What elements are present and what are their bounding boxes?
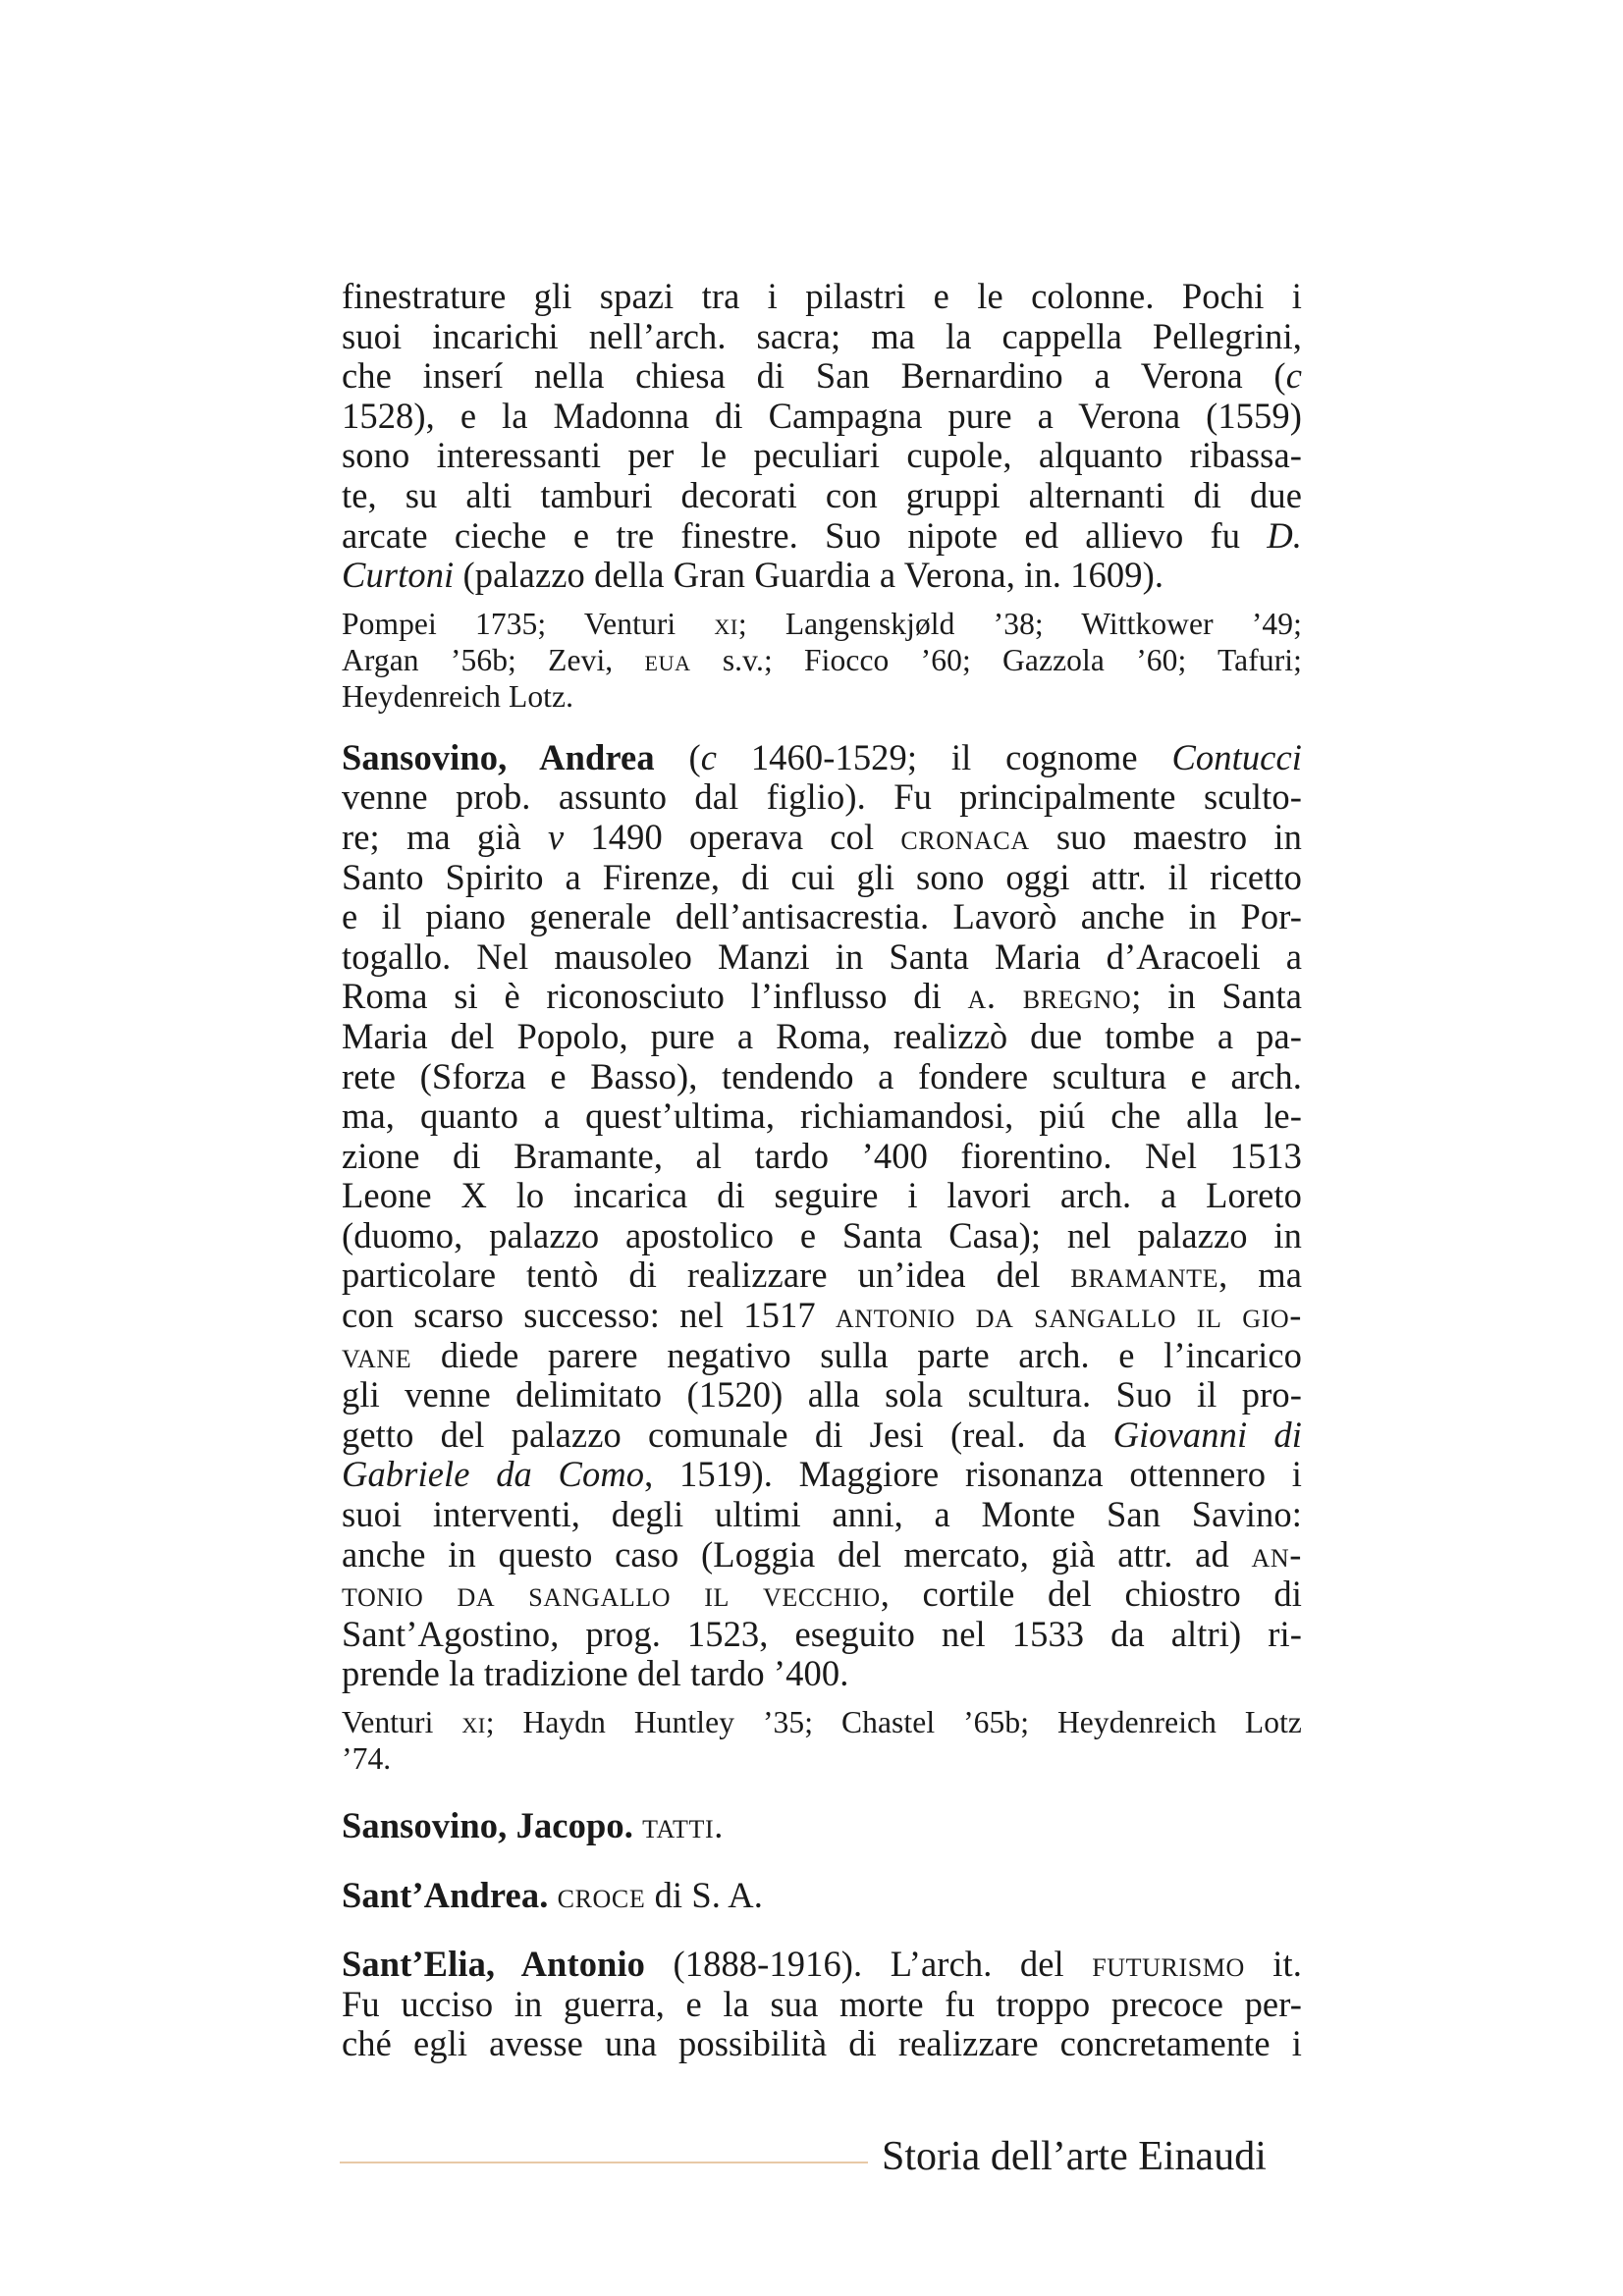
cross-reference: cronaca (900, 816, 1030, 857)
text-line: Sant’Andrea. croce di S. A. (342, 1874, 763, 1915)
entry-heading: Sant’Andrea. (342, 1874, 549, 1915)
bibliography (342, 1704, 1302, 1777)
text-line: particolare tentò di realizzare un’idea del bramante, ma (342, 1255, 1303, 1296)
text-line: finestrature gli spazi tra i pilastri e le colonne. Pochi i (342, 276, 1302, 316)
text-line: re; ma già v 1490 operava col cronaca suo maestro in (342, 816, 1302, 857)
entry-heading: Sansovino, Jacopo. (342, 1805, 633, 1845)
cross-reference: bramante (1070, 1255, 1219, 1296)
entry-heading: Sant’Elia, Antonio (342, 1944, 646, 1985)
text-line: Fu ucciso in guerra, e la sua morte fu troppo precoce per- (342, 1983, 1302, 2024)
text-line: Santo Spirito a Firenze, di cui gli sono oggi attr. il ricetto (342, 856, 1302, 897)
text-line: venne prob. assunto dal figlio). Fu principalmente sculto- (342, 776, 1302, 818)
text-line: te, su alti tamburi decorati con gruppi alternanti di due (342, 474, 1302, 515)
entry-sansovino-andrea (342, 738, 1302, 1694)
entry-heading: Sansovino, Andrea (342, 736, 655, 777)
text-line: Maria del Popolo, pure a Roma, realizzò due tombe a pa- (342, 1015, 1302, 1056)
text-line: togallo. Nel mausoleo Manzi in Santa Maria d’Aracoeli a (342, 935, 1302, 977)
entry-continuation (342, 277, 1302, 596)
page-body (342, 277, 1302, 2064)
cross-reference: futurismo (1092, 1944, 1245, 1985)
text-line: Sant’Agostino, prog. 1523, eseguito nel 1533 da altri) ri- (342, 1613, 1302, 1654)
text-line: Roma si è riconosciuto l’influsso di a. bregno; in Santa (342, 976, 1303, 1017)
cross-reference: a. bregno (967, 976, 1132, 1017)
text-line: ché egli avesse una possibilità di realizzare concretamente i (342, 2023, 1302, 2064)
cross-reference: an- (1251, 1533, 1302, 1575)
text-line: getto del palazzo comunale di Jesi (real. da Giovanni di (342, 1414, 1302, 1455)
cross-reference: tonio da sangallo il vecchio (342, 1574, 881, 1615)
text-line: anche in questo caso (Loggia del mercato, già attr. ad an- (342, 1533, 1302, 1575)
text-line: vane diede parere negativo sulla parte arch. e l’incarico (342, 1334, 1302, 1375)
text-line: Sant’Elia, Antonio (1888-1916). L’arch. del futurismo it. (342, 1944, 1303, 1985)
text-line: con scarso successo: nel 1517 antonio da sangallo il gio- (342, 1295, 1302, 1336)
text-line: Curtoni (palazzo della Gran Guardia a Verona, in. 1609). (342, 555, 1164, 596)
bibliography-line: Venturi xi; Haydn Huntley ’35; Chastel ’65b; Heydenreich Lotz (342, 1705, 1302, 1739)
text-line: suoi incarichi nell’arch. sacra; ma la cappella Pellegrini, (342, 315, 1302, 356)
entry-sansovino-jacopo (342, 1806, 1302, 1846)
text-line: ma, quanto a quest’ultima, richiamandosi, piú che alla le- (342, 1095, 1302, 1137)
text-line: sono interessanti per le peculiari cupole, alquanto ribassa- (342, 435, 1302, 476)
bibliography (342, 606, 1302, 715)
text-line: Leone X lo incarica di seguire i lavori arch. a Loreto (342, 1175, 1302, 1216)
text-line: (duomo, palazzo apostolico e Santa Casa); nel palazzo in (342, 1214, 1302, 1255)
entry-santandrea (342, 1876, 1302, 1916)
text-line (342, 1806, 1302, 1846)
text-line: Gabriele da Como, 1519). Maggiore risonanza ottennero i (342, 1454, 1302, 1495)
text-line: arcate cieche e tre finestre. Suo nipote ed allievo fu D. (342, 514, 1302, 556)
text-line: tonio da sangallo il vecchio, cortile del chiostro di (342, 1574, 1302, 1615)
text-line: suoi interventi, degli ultimi anni, a Monte San Savino: (342, 1494, 1302, 1535)
cross-reference: tatti. (642, 1805, 724, 1845)
text-line: zione di Bramante, al tardo ’400 fiorentino. Nel 1513 (342, 1135, 1302, 1176)
text-line: e il piano generale dell’antisacrestia. Lavorò anche in Por- (342, 896, 1302, 937)
text-line: rete (Sforza e Basso), tendendo a fondere scultura e arch. (342, 1055, 1302, 1096)
entry-santelia-antonio (342, 1945, 1302, 2064)
bibliography-line: ’74. (342, 1741, 392, 1776)
bibliography-line: Heydenreich Lotz. (342, 678, 574, 714)
text-line: che inserí nella chiesa di San Bernardino a Verona (c (342, 355, 1302, 397)
bibliography-line: Argan ’56b; Zevi, eua s.v.; Fiocco ’60; Gazzola ’60; Tafuri; (342, 642, 1302, 677)
cross-reference: croce (557, 1874, 646, 1915)
text-line: Sansovino, Andrea (c 1460-1529; il cognome Contucci (342, 736, 1303, 777)
cross-reference: antonio da sangallo il gio- (835, 1295, 1302, 1336)
footer-rule (340, 2162, 868, 2163)
text-line: gli venne delimitato (1520) alla sola scultura. Suo il pro- (342, 1374, 1302, 1415)
cross-reference: vane (342, 1334, 412, 1375)
text-line: 1528), e la Madonna di Campagna pure a Verona (1559) (342, 395, 1302, 436)
footer-publisher: Storia dell’arte Einaudi (882, 2134, 1267, 2179)
bibliography-line: Pompei 1735; Venturi xi; Langenskjøld ’38; Wittkower ’49; (342, 606, 1302, 641)
text-line: prende la tradizione del tardo ’400. (342, 1653, 849, 1694)
